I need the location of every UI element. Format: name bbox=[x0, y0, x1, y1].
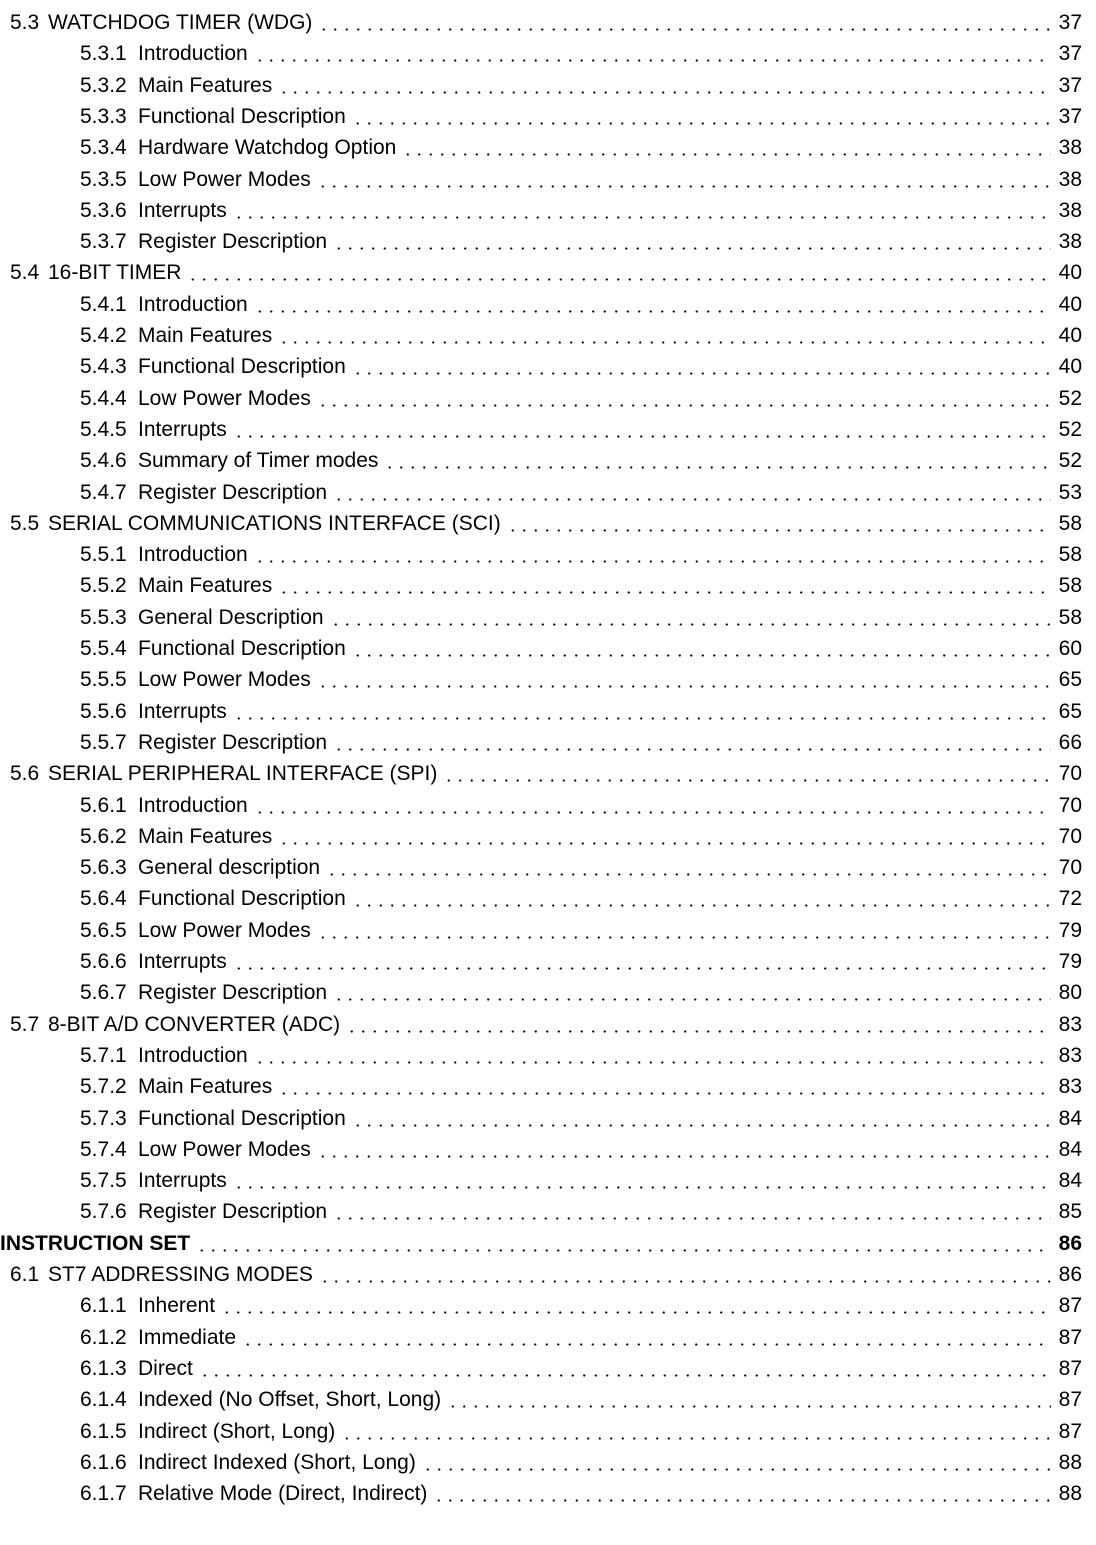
toc-entry-title: Low Power Modes bbox=[138, 918, 311, 942]
toc-entry-title: Hardware Watchdog Option bbox=[138, 136, 397, 160]
toc-page-number: 40 bbox=[1058, 292, 1082, 316]
toc-entry-number: 5.6.6 bbox=[80, 950, 127, 973]
toc-page-number: 70 bbox=[1058, 856, 1082, 880]
dot-leader bbox=[196, 1228, 1050, 1259]
toc-entry-title: Indexed (No Offset, Short, Long) bbox=[138, 1388, 442, 1412]
toc-page-number: 72 bbox=[1058, 887, 1082, 911]
dot-leader bbox=[254, 790, 1051, 821]
toc-entry-title: Indirect (Short, Long) bbox=[138, 1419, 336, 1443]
toc-subsection-entry[interactable] bbox=[80, 602, 1082, 633]
toc-subsection-entry[interactable] bbox=[80, 1040, 1082, 1071]
toc-entry-title: Interrupts bbox=[138, 417, 227, 441]
toc-subsection-entry[interactable] bbox=[80, 1353, 1082, 1384]
toc-entry-title: Indirect Indexed (Short, Long) bbox=[138, 1450, 416, 1474]
toc-entry-title: Register Description bbox=[138, 730, 328, 754]
toc-page-number: 79 bbox=[1058, 918, 1082, 942]
toc-entry-number: 5.4.4 bbox=[80, 386, 127, 410]
dot-leader bbox=[352, 883, 1051, 914]
toc-page-number: 37 bbox=[1058, 42, 1082, 66]
toc-entry-title: Register Description bbox=[138, 981, 328, 1005]
toc-page-number: 87 bbox=[1058, 1294, 1082, 1318]
dot-leader bbox=[254, 38, 1051, 69]
toc-page-number: 52 bbox=[1058, 449, 1082, 473]
toc-page-number: 83 bbox=[1058, 1075, 1082, 1099]
toc-entry-number: 5.7.5 bbox=[80, 1169, 127, 1193]
toc-subsection-entry[interactable] bbox=[80, 38, 1082, 69]
toc-page-number: 38 bbox=[1058, 230, 1082, 254]
toc-entry-number: 5.6.4 bbox=[80, 887, 127, 911]
toc-entry-number: 5.6.2 bbox=[80, 824, 127, 848]
toc-subsection-entry[interactable] bbox=[80, 1165, 1082, 1196]
toc-subsection-entry[interactable] bbox=[80, 132, 1082, 163]
toc-entry-title: Relative Mode (Direct, Indirect) bbox=[138, 1482, 428, 1506]
toc-chapter-entry[interactable] bbox=[0, 1228, 1082, 1259]
toc-entry-title: Functional Description bbox=[138, 104, 346, 128]
toc-entry-number: 5.3.1 bbox=[80, 42, 127, 66]
toc-entry-number: 5.5.2 bbox=[80, 574, 127, 598]
toc-entry-title: Main Features bbox=[138, 73, 273, 97]
toc-subsection-entry[interactable] bbox=[80, 383, 1082, 414]
toc-page-number: 65 bbox=[1058, 699, 1082, 723]
toc-page-number: 52 bbox=[1058, 417, 1082, 441]
toc-section-entry[interactable] bbox=[10, 1009, 1082, 1040]
toc-entry-number: 5.6.1 bbox=[80, 793, 127, 817]
toc-entry-number: 5.7 bbox=[10, 1012, 40, 1036]
toc-page-number: 87 bbox=[1058, 1325, 1082, 1349]
toc-entry-number: 6.1.5 bbox=[80, 1419, 127, 1443]
toc-subsection-entry[interactable] bbox=[80, 195, 1082, 226]
toc-page-number: 52 bbox=[1058, 386, 1082, 410]
toc-subsection-entry[interactable] bbox=[80, 1071, 1082, 1102]
toc-subsection-entry[interactable] bbox=[80, 1290, 1082, 1321]
toc-entry-number: 5.3 bbox=[10, 11, 40, 34]
toc-page-number: 37 bbox=[1058, 73, 1082, 97]
dot-leader bbox=[278, 821, 1050, 852]
toc-subsection-entry[interactable] bbox=[80, 883, 1082, 914]
toc-page-number: 66 bbox=[1058, 730, 1082, 754]
dot-leader bbox=[318, 7, 1050, 38]
toc-entry-title: Main Features bbox=[138, 824, 273, 848]
toc-page-number: 37 bbox=[1058, 11, 1082, 34]
toc-entry-title: 16-BIT TIMER bbox=[48, 261, 182, 285]
toc-page-number: 79 bbox=[1058, 950, 1082, 973]
toc-entry-title: Introduction bbox=[138, 292, 248, 316]
toc-entry-title: Interrupts bbox=[138, 699, 227, 723]
dot-leader bbox=[352, 101, 1051, 132]
toc-page-number: 86 bbox=[1058, 1263, 1082, 1286]
dot-leader bbox=[352, 351, 1051, 382]
toc-entry-number: 5.7.1 bbox=[80, 1043, 127, 1067]
toc-subsection-entry[interactable] bbox=[80, 1322, 1082, 1353]
toc-entry-title: Interrupts bbox=[138, 950, 227, 973]
toc-entry-title: 8-BIT A/D CONVERTER (ADC) bbox=[48, 1012, 341, 1036]
toc-entry-title: Functional Description bbox=[138, 637, 346, 660]
dot-leader bbox=[233, 696, 1051, 727]
toc-page-number: 86 bbox=[1058, 1231, 1082, 1255]
toc-subsection-entry[interactable] bbox=[80, 1196, 1082, 1227]
toc-page-number: 37 bbox=[1058, 104, 1082, 128]
toc-page-number: 84 bbox=[1058, 1137, 1082, 1161]
toc-entry-number: 5.4.6 bbox=[80, 449, 127, 473]
dot-leader bbox=[333, 226, 1051, 257]
toc-subsection-entry[interactable] bbox=[80, 164, 1082, 195]
toc-entry-title: Interrupts bbox=[138, 198, 227, 222]
dot-leader bbox=[341, 1416, 1050, 1447]
toc-subsection-entry[interactable] bbox=[80, 821, 1082, 852]
toc-entry-title: ST7 ADDRESSING MODES bbox=[48, 1263, 313, 1286]
toc-page-number: 65 bbox=[1058, 668, 1082, 692]
toc-entry-number: 6.1.4 bbox=[80, 1388, 127, 1412]
toc-entry-number: 5.6.7 bbox=[80, 981, 127, 1005]
toc-subsection-entry[interactable] bbox=[80, 351, 1082, 382]
toc-entry-number: 6.1.7 bbox=[80, 1482, 127, 1506]
toc-entry-title: INSTRUCTION SET bbox=[0, 1231, 191, 1255]
toc-subsection-entry[interactable] bbox=[80, 790, 1082, 821]
toc-page-number: 88 bbox=[1058, 1450, 1082, 1474]
toc-entry-number: 5.5.6 bbox=[80, 699, 127, 723]
toc-entry-title: Functional Description bbox=[138, 887, 346, 911]
toc-entry-title: Introduction bbox=[138, 42, 248, 66]
dot-leader bbox=[278, 320, 1050, 351]
toc-entry-title: Main Features bbox=[138, 324, 273, 347]
toc-subsection-entry[interactable] bbox=[80, 226, 1082, 257]
toc-page-number: 60 bbox=[1058, 637, 1082, 660]
toc-page-number: 83 bbox=[1058, 1012, 1082, 1036]
toc-entry-title: Functional Description bbox=[138, 355, 346, 379]
toc-entry-title: General description bbox=[138, 856, 321, 880]
toc-entry-number: 6.1 bbox=[10, 1263, 40, 1286]
toc-entry-title: SERIAL PERIPHERAL INTERFACE (SPI) bbox=[48, 762, 438, 786]
toc-page-number: 38 bbox=[1058, 136, 1082, 160]
dot-leader bbox=[221, 1290, 1051, 1321]
toc-page-number: 70 bbox=[1058, 793, 1082, 817]
toc-entry-title: Inherent bbox=[138, 1294, 216, 1318]
toc-entry-number: 5.4 bbox=[10, 261, 40, 285]
toc-entry-number: 5.3.7 bbox=[80, 230, 127, 254]
dot-leader bbox=[278, 1071, 1050, 1102]
toc-page-number: 80 bbox=[1058, 981, 1082, 1005]
toc-entry-title: Low Power Modes bbox=[138, 668, 311, 692]
toc-section-entry[interactable] bbox=[10, 1259, 1082, 1290]
toc-entry-number: 5.4.1 bbox=[80, 292, 127, 316]
toc-page-number: 53 bbox=[1058, 480, 1082, 504]
toc-entry-title: Immediate bbox=[138, 1325, 237, 1349]
toc-page-number: 58 bbox=[1058, 543, 1082, 567]
toc-subsection-entry[interactable] bbox=[80, 320, 1082, 351]
toc-subsection-entry[interactable] bbox=[80, 633, 1082, 664]
toc-page-number: 87 bbox=[1058, 1388, 1082, 1412]
dot-leader bbox=[447, 1384, 1051, 1415]
toc-subsection-entry[interactable] bbox=[80, 1103, 1082, 1134]
toc-page-number: 87 bbox=[1058, 1419, 1082, 1443]
toc-entry-number: 5.4.5 bbox=[80, 417, 127, 441]
toc-subsection-entry[interactable] bbox=[80, 727, 1082, 758]
dot-leader bbox=[254, 1040, 1051, 1071]
toc-entry-number: 5.3.6 bbox=[80, 198, 127, 222]
toc-entry-title: Register Description bbox=[138, 230, 328, 254]
toc-subsection-entry[interactable] bbox=[80, 477, 1082, 508]
toc-entry-number: 5.3.5 bbox=[80, 167, 127, 191]
dot-leader bbox=[317, 383, 1051, 414]
dot-leader bbox=[254, 289, 1051, 320]
toc-subsection-entry[interactable] bbox=[80, 445, 1082, 476]
dot-leader bbox=[278, 70, 1050, 101]
toc-entry-number: 5.4.3 bbox=[80, 355, 127, 379]
toc-entry-number: 5.5.4 bbox=[80, 637, 127, 660]
toc-entry-title: Register Description bbox=[138, 1200, 328, 1224]
dot-leader bbox=[254, 539, 1051, 570]
toc-entry-title: Low Power Modes bbox=[138, 1137, 311, 1161]
toc-page-number: 88 bbox=[1058, 1482, 1082, 1506]
toc-entry-number: 6.1.2 bbox=[80, 1325, 127, 1349]
toc-page-number: 38 bbox=[1058, 198, 1082, 222]
toc-entry-title: Functional Description bbox=[138, 1106, 346, 1130]
toc-page-number: 87 bbox=[1058, 1356, 1082, 1380]
toc-subsection-entry[interactable] bbox=[80, 414, 1082, 445]
toc-entry-title: Introduction bbox=[138, 1043, 248, 1067]
dot-leader bbox=[199, 1353, 1051, 1384]
toc-subsection-entry[interactable] bbox=[80, 289, 1082, 320]
dot-leader bbox=[317, 664, 1051, 695]
toc-page-number: 84 bbox=[1058, 1106, 1082, 1130]
toc-page-number: 84 bbox=[1058, 1169, 1082, 1193]
toc-page-number: 58 bbox=[1058, 511, 1082, 535]
toc-section-entry[interactable] bbox=[10, 7, 1082, 38]
toc-subsection-entry[interactable] bbox=[80, 70, 1082, 101]
toc-entry-number: 5.5 bbox=[10, 511, 40, 535]
dot-leader bbox=[242, 1322, 1051, 1353]
dot-leader bbox=[233, 1165, 1051, 1196]
toc-entry-number: 5.6 bbox=[10, 762, 40, 786]
dot-leader bbox=[278, 570, 1050, 601]
dot-leader bbox=[317, 164, 1051, 195]
toc-section-entry[interactable] bbox=[10, 508, 1082, 539]
toc-entry-number: 5.5.3 bbox=[80, 605, 127, 629]
dot-leader bbox=[333, 977, 1051, 1008]
toc-entry-number: 5.5.7 bbox=[80, 730, 127, 754]
toc-entry-number: 5.4.2 bbox=[80, 324, 127, 347]
toc-subsection-entry[interactable] bbox=[80, 1478, 1082, 1509]
dot-leader bbox=[187, 257, 1050, 288]
dot-leader bbox=[333, 727, 1051, 758]
toc-section-entry[interactable] bbox=[10, 257, 1082, 288]
toc-subsection-entry[interactable] bbox=[80, 1384, 1082, 1415]
dot-leader bbox=[346, 1009, 1051, 1040]
toc-subsection-entry[interactable] bbox=[80, 539, 1082, 570]
dot-leader bbox=[317, 1134, 1051, 1165]
toc-page-number: 70 bbox=[1058, 824, 1082, 848]
toc-entry-title: Summary of Timer modes bbox=[138, 449, 379, 473]
toc-page-number: 40 bbox=[1058, 324, 1082, 347]
toc-subsection-entry[interactable] bbox=[80, 946, 1082, 977]
toc-entry-number: 5.6.3 bbox=[80, 856, 127, 880]
dot-leader bbox=[333, 477, 1051, 508]
toc-subsection-entry[interactable] bbox=[80, 570, 1082, 601]
toc-entry-number: 5.5.5 bbox=[80, 668, 127, 692]
toc-subsection-entry[interactable] bbox=[80, 1134, 1082, 1165]
dot-leader bbox=[330, 602, 1051, 633]
toc-page-number: 85 bbox=[1058, 1200, 1082, 1224]
dot-leader bbox=[326, 852, 1051, 883]
toc-entry-number: 5.4.7 bbox=[80, 480, 127, 504]
toc-entry-number: 5.3.3 bbox=[80, 104, 127, 128]
dot-leader bbox=[233, 946, 1051, 977]
toc-subsection-entry[interactable] bbox=[80, 696, 1082, 727]
toc-page-number: 58 bbox=[1058, 574, 1082, 598]
toc-entry-title: SERIAL COMMUNICATIONS INTERFACE (SCI) bbox=[48, 511, 501, 535]
dot-leader bbox=[352, 1103, 1051, 1134]
toc-subsection-entry[interactable] bbox=[80, 915, 1082, 946]
toc-subsection-entry[interactable] bbox=[80, 1416, 1082, 1447]
toc-page-number: 38 bbox=[1058, 167, 1082, 191]
toc-entry-number: 5.3.2 bbox=[80, 73, 127, 97]
toc-entry-title: Main Features bbox=[138, 1075, 273, 1099]
toc-page-number: 83 bbox=[1058, 1043, 1082, 1067]
toc-entry-title: WATCHDOG TIMER (WDG) bbox=[48, 11, 313, 34]
toc-page-number: 70 bbox=[1058, 762, 1082, 786]
toc-subsection-entry[interactable] bbox=[80, 977, 1082, 1008]
toc-entry-number: 5.5.1 bbox=[80, 543, 127, 567]
toc-section-entry[interactable] bbox=[10, 758, 1082, 789]
toc-entry-title: Interrupts bbox=[138, 1169, 227, 1193]
toc-entry-title: Direct bbox=[138, 1356, 193, 1380]
toc-entry-number: 6.1.1 bbox=[80, 1294, 127, 1318]
toc-entry-number: 5.7.4 bbox=[80, 1137, 127, 1161]
toc-page-number: 40 bbox=[1058, 355, 1082, 379]
toc-entry-number: 5.6.5 bbox=[80, 918, 127, 942]
toc-page-number: 40 bbox=[1058, 261, 1082, 285]
toc-subsection-entry[interactable] bbox=[80, 1447, 1082, 1478]
dot-leader bbox=[352, 633, 1051, 664]
toc-entry-title: Low Power Modes bbox=[138, 386, 311, 410]
dot-leader bbox=[384, 445, 1050, 476]
toc-entry-title: Main Features bbox=[138, 574, 273, 598]
toc-entry-number: 6.1.6 bbox=[80, 1450, 127, 1474]
dot-leader bbox=[507, 508, 1051, 539]
dot-leader bbox=[233, 195, 1051, 226]
toc-entry-number: 5.7.2 bbox=[80, 1075, 127, 1099]
toc-entry-title: Low Power Modes bbox=[138, 167, 311, 191]
toc-entry-title: Introduction bbox=[138, 543, 248, 567]
dot-leader bbox=[317, 915, 1051, 946]
toc-entry-number: 5.7.6 bbox=[80, 1200, 127, 1224]
toc-entry-title: Register Description bbox=[138, 480, 328, 504]
toc-entry-number: 5.3.4 bbox=[80, 136, 127, 160]
dot-leader bbox=[443, 758, 1050, 789]
dot-leader bbox=[333, 1196, 1051, 1227]
dot-leader bbox=[402, 132, 1050, 163]
toc-subsection-entry[interactable] bbox=[80, 852, 1082, 883]
dot-leader bbox=[319, 1259, 1051, 1290]
toc-entry-number: 6.1.3 bbox=[80, 1356, 127, 1380]
toc-subsection-entry[interactable] bbox=[80, 664, 1082, 695]
toc-entry-title: Introduction bbox=[138, 793, 248, 817]
dot-leader bbox=[422, 1447, 1051, 1478]
toc-page-number: 58 bbox=[1058, 605, 1082, 629]
toc-entry-number: 5.7.3 bbox=[80, 1106, 127, 1130]
dot-leader bbox=[433, 1478, 1050, 1509]
dot-leader bbox=[233, 414, 1051, 445]
toc-entry-title: General Description bbox=[138, 605, 324, 629]
toc-subsection-entry[interactable] bbox=[80, 101, 1082, 132]
